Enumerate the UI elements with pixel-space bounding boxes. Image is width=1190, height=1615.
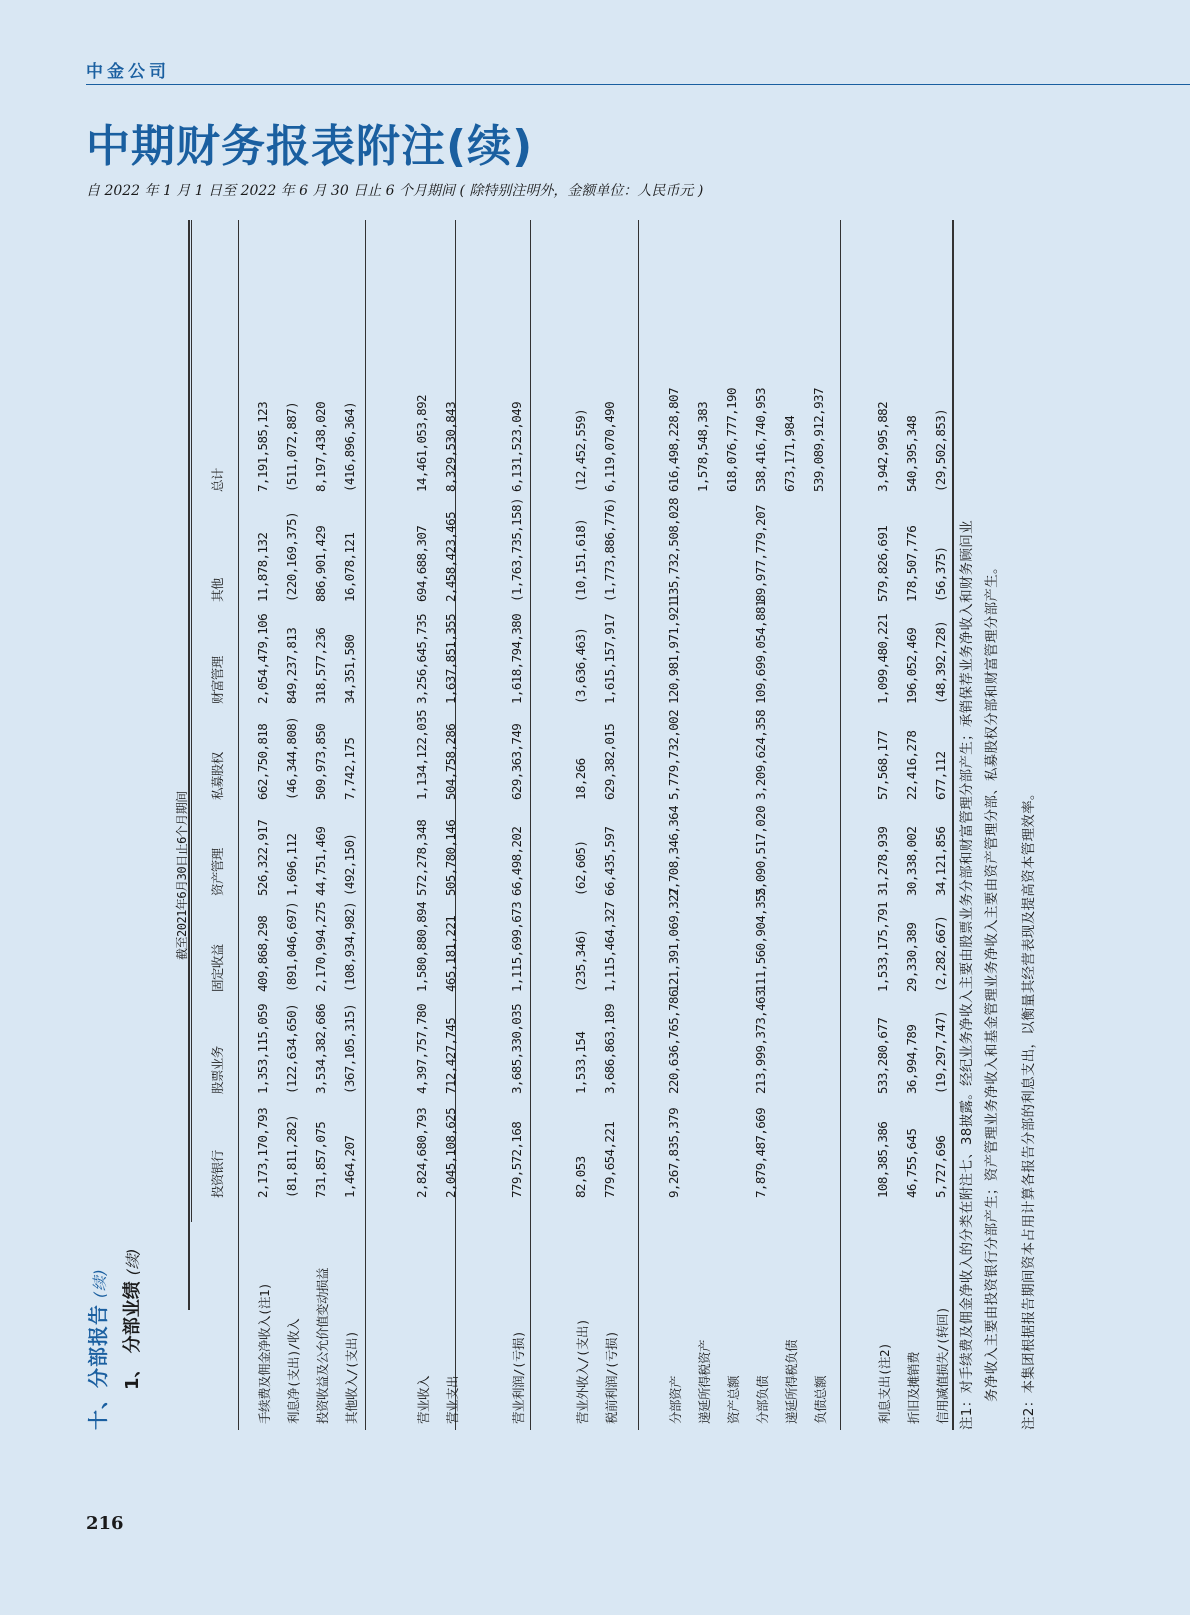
- row-label: 手续费及佣金净收入(注1): [257, 1282, 272, 1424]
- table-rule: [840, 220, 841, 1430]
- table-cell: (891,046,697): [284, 901, 299, 992]
- row-label: 营业外收入/(支出): [575, 1318, 590, 1424]
- table-cell: 629,382,015: [602, 723, 617, 800]
- table-cell: 7,191,585,123: [255, 401, 270, 492]
- table-cell: 1,353,115,059: [255, 1003, 270, 1094]
- table-cell: 1,615,157,917: [602, 613, 617, 704]
- table-cell: (492,150): [342, 833, 357, 896]
- table-cell: (1,773,886,776): [602, 498, 617, 602]
- page-title: 中期财务报表附注(续): [86, 121, 534, 172]
- table-cell: 109,699,054,881: [753, 600, 768, 704]
- row-label: 投资收益及公允价值变动损益: [315, 1267, 330, 1424]
- table-cell: 694,688,307: [414, 525, 429, 602]
- table-cell: 572,278,348: [414, 819, 429, 896]
- row-label: 资产总额: [726, 1375, 741, 1424]
- table-rule: [365, 220, 366, 1430]
- table-cell: 2,458,423,465: [443, 511, 458, 602]
- table-cell: 36,994,789: [904, 1024, 919, 1094]
- table-cell: 1,696,112: [284, 833, 299, 896]
- table-cell: 46,755,645: [904, 1128, 919, 1198]
- header-rule: [86, 84, 1190, 85]
- table-cell: 2,054,479,106: [255, 613, 270, 704]
- table-cell: 539,089,912,937: [811, 388, 826, 492]
- row-label: 营业利润/(亏损): [511, 1330, 526, 1424]
- note-1-line-1: 注1：对手续费及佣金净收入的分类在附注七、38披露。经纪业务净收入主要由股票业务分部和财富管理分部产生；承销保荐业务净收入和财务顾问业: [959, 520, 975, 1430]
- table-cell: (10,151,618): [573, 518, 588, 602]
- table-cell: 82,053: [573, 1156, 588, 1198]
- table-rule: [952, 220, 954, 1430]
- table-cell: (108,934,982): [342, 901, 357, 992]
- table-cell: 886,901,429: [313, 525, 328, 602]
- table-cell: 618,076,777,190: [724, 388, 739, 492]
- table-cell: 89,977,779,207: [753, 505, 768, 602]
- table-cell: 5,779,732,002: [666, 709, 681, 800]
- table-cell: 8,197,438,020: [313, 401, 328, 492]
- note-1-line-2: 务净收入主要由投资银行分部产生；资产管理业务净收入和基金管理业务净收入主要由资产管理分部、私募股权分部和财富管理分部产生。: [984, 560, 1000, 1402]
- table-cell: 2,170,994,275: [313, 901, 328, 992]
- table-cell: 7,742,175: [342, 737, 357, 800]
- row-label: 折旧及摊销费: [906, 1351, 921, 1424]
- table-cell: 1,533,175,791: [875, 901, 890, 992]
- table-rule: [638, 220, 639, 1430]
- table-cell: 1,134,122,035: [414, 709, 429, 800]
- table-cell: 2,173,170,793: [255, 1107, 270, 1198]
- table-cell: (62,605): [573, 840, 588, 896]
- table-cell: 538,416,740,953: [753, 388, 768, 492]
- table-cell: (56,375): [933, 546, 948, 602]
- table-cell: 1,533,154: [573, 1031, 588, 1094]
- table-cell: 526,322,917: [255, 819, 270, 896]
- table-cell: 30,338,002: [904, 826, 919, 896]
- table-rule: [238, 220, 239, 1430]
- table-cell: 504,758,286: [443, 723, 458, 800]
- row-label: 递延所得税负债: [784, 1339, 799, 1424]
- row-label: 营业收入: [416, 1375, 431, 1424]
- table-cell: 31,278,939: [875, 826, 890, 896]
- row-label: 递延所得税资产: [697, 1339, 712, 1424]
- table-cell: 4,397,757,780: [414, 1003, 429, 1094]
- table-cell: 3,686,863,189: [602, 1003, 617, 1094]
- sub-heading-cont: (续): [124, 1248, 142, 1276]
- table-cell: 1,115,464,327: [602, 901, 617, 992]
- page-number: 216: [86, 1513, 124, 1534]
- table-cell: 1,618,794,380: [509, 613, 524, 704]
- table-cell: 6,119,070,490: [602, 401, 617, 492]
- row-label: 税前利润/(亏损): [604, 1330, 619, 1424]
- table-cell: 1,637,851,355: [443, 613, 458, 704]
- row-label: 信用减值损失/(转回): [935, 1306, 950, 1424]
- table-cell: 3,534,382,686: [313, 1003, 328, 1094]
- table-cell: 9,267,835,379: [666, 1107, 681, 1198]
- table-cell: (511,072,887): [284, 401, 299, 492]
- row-label: 分部资产: [668, 1375, 683, 1424]
- column-header: 投资银行: [210, 1150, 225, 1198]
- table-cell: 1,580,880,894: [414, 901, 429, 992]
- table-cell: 22,416,278: [904, 730, 919, 800]
- table-cell: (416,896,364): [342, 401, 357, 492]
- column-header: 资产管理: [210, 848, 225, 896]
- table-cell: (1,763,735,158): [509, 498, 524, 602]
- table-rule: [188, 220, 190, 1310]
- section-heading-cont: (续): [91, 1268, 109, 1298]
- table-cell: (46,344,808): [284, 716, 299, 800]
- row-label: 利息净(支出)/收入: [286, 1318, 301, 1424]
- table-cell: 66,435,597: [602, 826, 617, 896]
- table-cell: (235,346): [573, 929, 588, 992]
- row-label: 利息支出(注2): [877, 1342, 892, 1424]
- table-cell: (81,811,282): [284, 1114, 299, 1198]
- table-cell: 8,329,530,843: [443, 401, 458, 492]
- table-cell: 120,981,971,921: [666, 600, 681, 704]
- table-cell: (48,392,728): [933, 620, 948, 704]
- table-cell: 677,112: [933, 751, 948, 800]
- table-cell: 849,237,813: [284, 627, 299, 704]
- table-cell: 108,385,386: [875, 1121, 890, 1198]
- table-cell: 533,280,677: [875, 1017, 890, 1094]
- period-header: 截至2021年6月30日止6个月期间: [175, 791, 189, 960]
- table-cell: 1,464,207: [342, 1135, 357, 1198]
- table-cell: 178,507,776: [904, 525, 919, 602]
- page-subtitle: 自 2022 年 1 月 1 日至 2022 年 6 月 30 日止 6 个月期间 ( 除特别注明外，金额单位：人民币元 ): [86, 183, 704, 199]
- column-header: 总计: [210, 468, 225, 492]
- row-label: 其他收入/(支出): [344, 1330, 359, 1424]
- table-cell: 731,857,075: [313, 1121, 328, 1198]
- table-cell: 14,461,053,892: [414, 395, 429, 492]
- column-header: 股票业务: [210, 1046, 225, 1094]
- table-rule: [530, 220, 531, 1430]
- table-cell: 509,973,850: [313, 723, 328, 800]
- table-cell: 66,498,202: [509, 826, 524, 896]
- table-cell: 34,351,580: [342, 634, 357, 704]
- table-cell: (3,636,463): [573, 627, 588, 704]
- table-cell: 44,751,469: [313, 826, 328, 896]
- table-cell: (29,502,853): [933, 408, 948, 492]
- table-cell: 29,330,389: [904, 922, 919, 992]
- table-cell: 579,826,691: [875, 525, 890, 602]
- table-cell: 3,942,995,882: [875, 401, 890, 492]
- table-cell: 1,115,699,673: [509, 901, 524, 992]
- table-cell: 2,708,346,364: [666, 805, 681, 896]
- table-cell: (367,105,315): [342, 1003, 357, 1094]
- rotated-content: [80, 220, 1040, 1430]
- table-cell: (220,169,375): [284, 511, 299, 602]
- table-cell: 18,266: [573, 758, 588, 800]
- table-cell: 3,256,645,735: [414, 613, 429, 704]
- table-cell: 616,498,228,807: [666, 388, 681, 492]
- table-cell: 2,090,517,020: [753, 805, 768, 896]
- table-cell: 3,685,330,035: [509, 1003, 524, 1094]
- table-cell: 135,732,508,028: [666, 498, 681, 602]
- table-cell: 5,727,696: [933, 1135, 948, 1198]
- table-cell: 3,209,624,358: [753, 709, 768, 800]
- table-cell: (19,297,747): [933, 1010, 948, 1094]
- sub-heading-text: 1、 分部业绩: [122, 1281, 143, 1390]
- segment-table: [80, 220, 950, 1430]
- section-heading-text: 十、分部报告: [86, 1304, 110, 1430]
- table-cell: 1,099,480,221: [875, 613, 890, 704]
- table-cell: 2,045,108,625: [443, 1107, 458, 1198]
- table-cell: 779,572,168: [509, 1121, 524, 1198]
- table-cell: 11,878,132: [255, 532, 270, 602]
- table-cell: 505,780,146: [443, 819, 458, 896]
- table-cell: 111,560,904,355: [753, 888, 768, 992]
- table-cell: 779,654,221: [602, 1121, 617, 1198]
- row-label: 分部负债: [755, 1375, 770, 1424]
- table-cell: (122,634,650): [284, 1003, 299, 1094]
- table-cell: 1,578,548,383: [695, 401, 710, 492]
- column-header: 固定收益: [210, 944, 225, 992]
- table-cell: 6,131,523,049: [509, 401, 524, 492]
- row-label: 营业支出: [445, 1375, 460, 1424]
- table-cell: 540,395,348: [904, 415, 919, 492]
- table-cell: 662,750,818: [255, 723, 270, 800]
- table-cell: (12,452,559): [573, 408, 588, 492]
- table-cell: 409,868,298: [255, 915, 270, 992]
- column-header: 财富管理: [210, 656, 225, 704]
- table-cell: 121,391,069,327: [666, 888, 681, 992]
- table-cell: 712,427,745: [443, 1017, 458, 1094]
- table-cell: 465,181,221: [443, 915, 458, 992]
- table-cell: 673,171,984: [782, 415, 797, 492]
- table-cell: 16,078,121: [342, 532, 357, 602]
- table-cell: 196,052,469: [904, 627, 919, 704]
- note-2: 注2：本集团根据报告期间资本占用计算各报告分部的利息支出，以衡量其经营表现及提高资本管理效率。: [1021, 786, 1037, 1430]
- table-cell: 7,879,487,669: [753, 1107, 768, 1198]
- table-cell: (2,282,667): [933, 915, 948, 992]
- company-name: 中金公司: [86, 62, 170, 82]
- row-label: 负债总额: [813, 1375, 828, 1424]
- column-header: 其他: [210, 578, 225, 602]
- table-cell: 318,577,236: [313, 627, 328, 704]
- table-cell: 629,363,749: [509, 723, 524, 800]
- table-cell: 213,999,373,463: [753, 990, 768, 1094]
- table-cell: 220,636,765,786: [666, 990, 681, 1094]
- table-cell: 2,824,680,793: [414, 1107, 429, 1198]
- column-header: 私募股权: [210, 752, 225, 800]
- table-cell: 34,121,856: [933, 826, 948, 896]
- table-cell: 57,568,177: [875, 730, 890, 800]
